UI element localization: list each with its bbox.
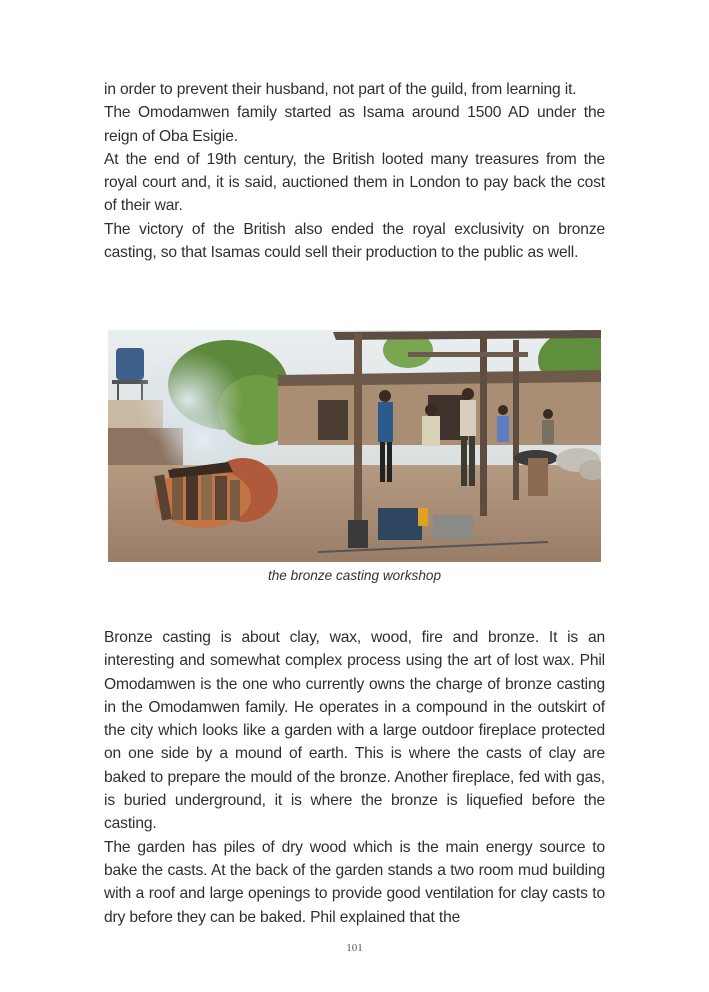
paragraph: The garden has piles of dry wood which is the main energy source to bake the casts. At the back of the garden stands a two room mud building with a roof and large openings to provide good ventilation for clay casts to dry before they can be baked. Phil explained that the	[104, 838, 605, 926]
paragraph: At the end of 19th century, the British looted many treasures from the royal court and, it is said, auctioned them in London to pay back the cost of their war.	[104, 150, 605, 215]
paragraph: Bronze casting is about clay, wax, wood, fire and bronze. It is an interesting and somewhat complex process using the art of lost wax. Phil Omodamwen is the one who currently owns the charge of bronze casting in the Omodamwen family. He operates in a compound in the outskirt of the city which looks like a garden with a large outdoor fireplace protected on one side by a mound of earth. This is where the casts of clay are baked to prepare the mould of the bronze. Another fireplace, fed with gas, is buried underground, it is where the bronze is liquefied before the casting.	[104, 629, 605, 833]
body-text-top	[104, 78, 605, 264]
figure-caption: the bronze casting workshop	[267, 568, 442, 583]
paragraph: in order to prevent their husband, not part of the guild, from learning it.	[104, 81, 577, 98]
workshop-photo	[108, 330, 601, 562]
page-number: 101	[346, 942, 363, 954]
body-text-bottom	[104, 626, 605, 929]
paragraph: The Omodamwen family started as Isama around 1500 AD under the reign of Oba Esigie.	[104, 104, 605, 145]
fireplace	[154, 458, 278, 528]
paragraph: The victory of the British also ended the royal exclusivity on bronze casting, so that Isamas could sell their production to the public as well.	[104, 220, 605, 262]
